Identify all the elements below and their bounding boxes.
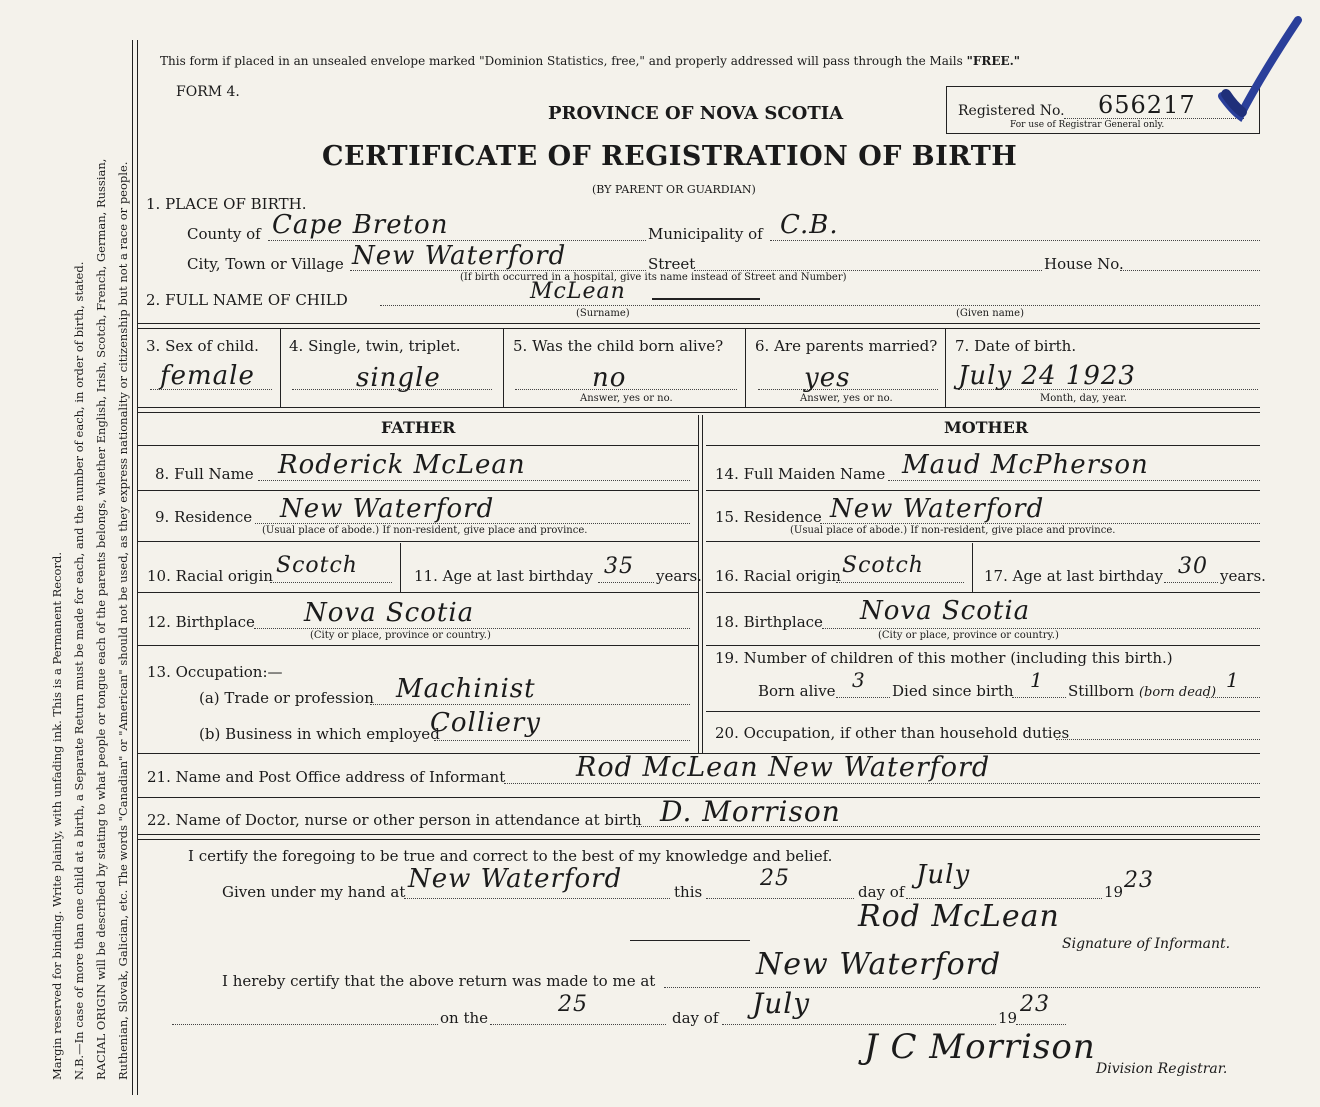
plurality-value: single [356, 363, 441, 393]
mother-birthplace-label: 18. Birthplace [715, 613, 823, 631]
died-count: 1 [1030, 668, 1044, 692]
year2-prefix: 19 [998, 1009, 1018, 1027]
registered-label: Registered No. [958, 103, 1065, 119]
mother-birthplace-value: Nova Scotia [860, 596, 1031, 626]
father-residence-value: New Waterford [280, 494, 495, 524]
margin-note-binding: Margin reserved for binding. Write plainly, with unfading ink. This is a Permanent Record. [50, 552, 64, 1080]
mother-birthplace-line [822, 628, 1260, 629]
house-line [1120, 270, 1260, 271]
month2-line [722, 1024, 996, 1025]
surname-caption: (Surname) [576, 308, 630, 319]
certificate-title: CERTIFICATE OF REGISTRATION OF BIRTH [322, 141, 1018, 172]
hereby-label: I hereby certify that the above return was made to me at [222, 972, 656, 990]
checkmark-icon [1212, 14, 1302, 124]
given-place: New Waterford [408, 864, 623, 894]
mother-age-line [1164, 582, 1218, 583]
mother-racial-value: Scotch [842, 553, 924, 578]
divider-10-11 [400, 543, 401, 592]
row3-divider-2 [503, 329, 504, 407]
born-alive-caption: Answer, yes or no. [580, 393, 673, 404]
born-alive-label: Born alive [758, 682, 836, 700]
on-the-lead-line [172, 1024, 438, 1025]
mother-abode-caption: (Usual place of abode.) If non-resident, give place and province. [790, 525, 1116, 536]
father-racial-value: Scotch [276, 553, 358, 578]
province-heading: PROVINCE OF NOVA SCOTIA [548, 103, 844, 124]
year2-value: 23 [1020, 992, 1050, 1017]
sex-label: 3. Sex of child. [146, 337, 259, 355]
mother-residence-label: 15. Residence [715, 508, 822, 526]
mother-occupation-label: 20. Occupation, if other than household duties [715, 724, 1070, 742]
stillborn-text: Stillborn [1068, 682, 1135, 700]
trade-value: Machinist [396, 674, 536, 704]
father-occupation-label: 13. Occupation:— [147, 663, 283, 681]
mother-name-line [888, 480, 1260, 481]
child-name-dash [652, 298, 760, 300]
born-alive-answer: no [592, 363, 627, 393]
father-name-label: 8. Full Name [155, 465, 254, 483]
rule-after-18 [706, 645, 1260, 646]
child-name-label: 2. FULL NAME OF CHILD [146, 291, 348, 309]
mother-name-label: 14. Full Maiden Name [715, 465, 886, 483]
father-age-label: 11. Age at last birthday [414, 567, 593, 585]
business-line [434, 740, 690, 741]
father-years-label: years. [656, 567, 702, 585]
hospital-note: (If birth occurred in a hospital, give its name instead of Street and Number) [460, 272, 847, 283]
certify-statement: I certify the foregoing to be true and correct to the best of my knowledge and belief. [188, 847, 833, 865]
rule-after-19 [706, 711, 1260, 712]
mother-age-value: 30 [1178, 554, 1208, 579]
margin-note-nationality: Ruthenian, Slovak, Galician, etc. The words "Canadian" or "American" should not be used, as they express nationality or citizenship but not a race or people. [116, 161, 130, 1080]
mail-notice-free: "FREE." [966, 54, 1021, 68]
born-alive-count: 3 [852, 668, 866, 692]
city-label: City, Town or Village [187, 255, 344, 273]
rule-after-row3 [138, 407, 1260, 413]
street-label: Street [648, 255, 696, 273]
municipality-line [770, 240, 1260, 241]
doctor-value: D. Morrison [660, 795, 841, 828]
month-value: July [916, 860, 971, 890]
certificate-subtitle: (BY PARENT OR GUARDIAN) [592, 183, 756, 196]
registrar-signature: J C Morrison [864, 1027, 1096, 1067]
year-prefix: 19 [1104, 883, 1124, 901]
stillborn-count-line [1206, 697, 1260, 698]
county-value: Cape Breton [272, 210, 449, 240]
day-of-label: day of [858, 883, 905, 901]
dob-value: July 24 1923 [958, 361, 1136, 391]
registrar-sign-rule [630, 940, 750, 941]
father-age-line [598, 582, 654, 583]
rule-after-8 [138, 490, 698, 491]
informant-signature-caption: Signature of Informant. [1062, 936, 1231, 952]
rule-after-14 [706, 490, 1260, 491]
trade-line [370, 704, 690, 705]
rule-after-9 [138, 541, 698, 542]
registrar-caption: Division Registrar. [1096, 1061, 1228, 1077]
day2-line [490, 1024, 666, 1025]
father-racial-line [270, 582, 392, 583]
mother-age-label: 17. Age at last birthday [984, 567, 1163, 585]
father-heading: FATHER [381, 418, 456, 437]
registrar-note: For use of Registrar General only. [1010, 120, 1165, 130]
county-label: County of [187, 225, 261, 243]
house-label: House No. [1044, 255, 1124, 273]
rule-after-12 [138, 645, 698, 646]
given-place-line [404, 898, 670, 899]
mother-name-value: Maud McPherson [902, 450, 1149, 480]
married-question: 6. Are parents married? [755, 337, 938, 355]
father-racial-label: 10. Racial origin [147, 567, 273, 585]
municipality-value: C.B. [780, 210, 839, 240]
binding-margin-rule [132, 40, 133, 1095]
informant-label: 21. Name and Post Office address of Informant [147, 768, 506, 786]
sex-value: female [160, 361, 255, 391]
stillborn-label [1068, 684, 1216, 699]
row3-divider-4 [945, 329, 946, 407]
rule-after-16 [706, 592, 1260, 593]
dob-label: 7. Date of birth. [955, 337, 1077, 355]
father-birthplace-line [254, 628, 690, 629]
dob-caption: Month, day, year. [1040, 393, 1127, 404]
father-residence-label: 9. Residence [155, 508, 253, 526]
child-surname-value: McLean [530, 279, 626, 304]
city-value: New Waterford [352, 241, 567, 271]
binding-margin-rule-inner [137, 40, 138, 1095]
municipality-label: Municipality of [648, 225, 763, 243]
father-name-line [258, 480, 690, 481]
year2-line [1016, 1024, 1066, 1025]
rule-after-15 [706, 541, 1260, 542]
stillborn-note: (born dead) [1138, 685, 1217, 700]
married-caption: Answer, yes or no. [800, 393, 893, 404]
divider-16-17 [972, 543, 973, 592]
informant-value: Rod McLean New Waterford [576, 752, 991, 783]
year-value: 23 [1124, 868, 1154, 893]
mother-birthplace-caption: (City or place, province or country.) [878, 630, 1059, 641]
business-value: Colliery [430, 708, 541, 738]
row3-divider-3 [745, 329, 746, 407]
rule-after-name [138, 323, 1260, 329]
month2-value: July [752, 987, 811, 1020]
row3-divider-1 [280, 329, 281, 407]
stillborn-count: 1 [1226, 668, 1240, 692]
mail-notice [160, 55, 1020, 67]
rule-before-certify [138, 834, 1260, 840]
this-label: this [674, 883, 703, 901]
day-of2-label: day of [672, 1009, 719, 1027]
plurality-label: 4. Single, twin, triplet. [289, 337, 461, 355]
informant-line [504, 783, 1260, 784]
died-count-line [1012, 697, 1066, 698]
father-birthplace-label: 12. Birthplace [147, 613, 255, 631]
on-the-label: on the [440, 1009, 489, 1027]
given-label: Given under my hand at [222, 883, 406, 901]
married-answer: yes [804, 363, 851, 393]
mail-notice-text: This form if placed in an unsealed envelope marked "Dominion Statistics, free," and properly addressed will pass through the Mails [160, 54, 967, 68]
registered-number: 656217 [1098, 91, 1196, 119]
father-birthplace-caption: (City or place, province or country.) [310, 630, 491, 641]
father-birthplace-value: Nova Scotia [304, 598, 475, 628]
day-line [706, 898, 854, 899]
day-value: 25 [760, 866, 790, 891]
born-alive-count-line [836, 697, 890, 698]
rule-mother-heading [706, 445, 1260, 446]
mother-heading: MOTHER [944, 418, 1029, 437]
mother-residence-value: New Waterford [830, 494, 1045, 524]
mother-racial-label: 16. Racial origin [715, 567, 841, 585]
born-alive-question: 5. Was the child born alive? [513, 337, 724, 355]
hereby-place: New Waterford [756, 947, 1002, 982]
form-number: FORM 4. [176, 84, 240, 100]
father-age-value: 35 [604, 554, 634, 579]
margin-note-multiple-births: N.B.—In case of more than one child at a birth, a Separate Return must be made for each, and the number of each, in order of birth, stated. [72, 261, 86, 1080]
children-label: 19. Number of children of this mother (including this birth.) [715, 649, 1173, 667]
child-name-line [380, 305, 1260, 306]
father-abode-caption: (Usual place of abode.) If non-resident, give place and province. [262, 525, 588, 536]
father-name-value: Roderick McLean [278, 450, 526, 480]
died-label: Died since birth [892, 682, 1014, 700]
mother-racial-line [836, 582, 964, 583]
street-line [694, 270, 1042, 271]
doctor-label: 22. Name of Doctor, nurse or other person in attendance at birth [147, 811, 642, 829]
trade-label: (a) Trade or profession [199, 689, 374, 707]
rule-after-10 [138, 592, 698, 593]
mother-years-label: years. [1220, 567, 1266, 585]
rule-father-heading [138, 445, 698, 446]
day2-value: 25 [558, 992, 588, 1017]
place-of-birth-heading: 1. PLACE OF BIRTH. [146, 195, 307, 213]
given-name-caption: (Given name) [956, 308, 1024, 319]
business-label: (b) Business in which employed [199, 725, 440, 743]
informant-signature: Rod McLean [858, 899, 1060, 934]
margin-note-racial-origin: RACIAL ORIGIN will be described by stating to what people or tongue each of the parents belongs, whether English, Irish, Scotch, French, German, Russian, [94, 158, 108, 1080]
mother-occupation-line [1056, 739, 1260, 740]
